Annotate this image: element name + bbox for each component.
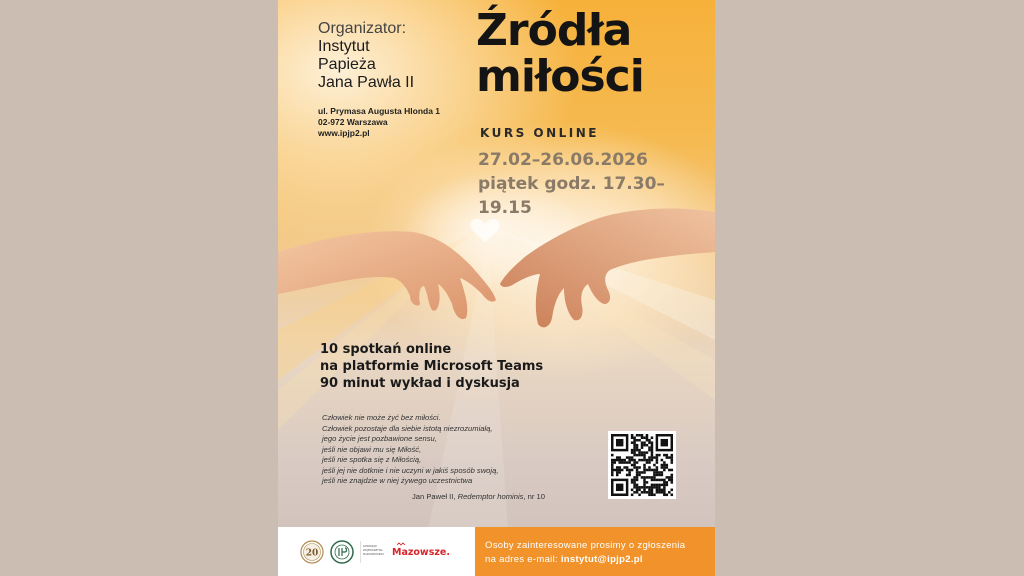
organizer-block bbox=[318, 20, 440, 139]
samorzad-logo bbox=[360, 541, 390, 563]
info-line: 90 minut wykład i dyskusja bbox=[320, 376, 520, 391]
title-line-2: miłości bbox=[476, 51, 644, 102]
address-street: ul. Prymasa Augusta Hlonda 1 bbox=[318, 106, 441, 116]
hands-image bbox=[278, 190, 715, 350]
sponsor-logos bbox=[278, 527, 475, 576]
contact-line-2-prefix: na adres e-mail: bbox=[485, 554, 561, 565]
left-hand bbox=[278, 231, 496, 319]
title-line-1: Źródła bbox=[476, 5, 632, 56]
poster bbox=[278, 0, 715, 576]
quote-line: jeśli jej nie dotknie i nie uczyni w jakiś sposób swoją, bbox=[322, 465, 499, 475]
qr-code-icon bbox=[608, 431, 676, 499]
mazowsze-logo bbox=[392, 542, 454, 562]
quote-source: Redemptor hominis bbox=[457, 492, 524, 501]
organizer-name-line: Jana Pawła II bbox=[318, 74, 415, 91]
organizer-address bbox=[318, 106, 440, 139]
info-line: 10 spotkań online bbox=[320, 342, 452, 357]
svg-text:SAMORZĄD: SAMORZĄD bbox=[363, 545, 377, 548]
organizer-name-line: Papieża bbox=[318, 56, 376, 73]
quote-ref: , nr 10 bbox=[523, 492, 545, 501]
quote-line: jeśli nie spotka się z Miłością, bbox=[322, 455, 422, 464]
qr-code[interactable] bbox=[608, 431, 676, 499]
poster-title bbox=[476, 5, 644, 102]
quote-line: Człowiek nie może żyć bez miłości. bbox=[322, 413, 441, 422]
contact-email-link[interactable]: instytut@ipjp2.pl bbox=[560, 554, 643, 565]
course-info bbox=[320, 341, 543, 392]
anniversary-20-logo bbox=[300, 540, 324, 564]
contact-line-1: Osoby zainteresowane prosimy o zgłoszenia bbox=[485, 540, 686, 551]
quote-line: jeśli nie znajdzie w niej żywego uczestnictwa bbox=[322, 476, 473, 485]
svg-text:20: 20 bbox=[305, 548, 319, 559]
svg-text:MAZOWIECKIEGO: MAZOWIECKIEGO bbox=[363, 553, 384, 556]
info-line: na platformie Microsoft Teams bbox=[320, 359, 544, 374]
contact-line-2 bbox=[485, 553, 685, 567]
course-type: KURS ONLINE bbox=[480, 126, 599, 140]
ipjp2-logo bbox=[330, 540, 354, 564]
organizer-website[interactable]: www.ipjp2.pl bbox=[318, 128, 370, 138]
course-time: piątek godz. 17.30–19.15 bbox=[478, 174, 665, 218]
contact-footer bbox=[475, 527, 715, 576]
quote-citation bbox=[412, 492, 545, 501]
svg-text:WOJEWÓDZTWA: WOJEWÓDZTWA bbox=[363, 549, 383, 552]
contact-text bbox=[485, 539, 685, 567]
quote-author: Jan Paweł II, bbox=[412, 492, 458, 501]
svg-text:Mazowsze.: Mazowsze. bbox=[392, 547, 450, 558]
quote-line: jego życie jest pozbawione sensu, bbox=[322, 434, 437, 443]
organizer-name-line: Instytut bbox=[318, 38, 370, 55]
organizer-label: Organizator: bbox=[318, 20, 407, 37]
quote-line: Człowiek pozostaje dla siebie istotą niezrozumiałą, bbox=[322, 423, 493, 433]
right-hand bbox=[500, 209, 715, 328]
address-city: 02-972 Warszawa bbox=[318, 117, 388, 127]
quote-line: jeśli nie objawi mu się Miłość, bbox=[322, 444, 422, 454]
course-dates: 27.02–26.06.2026 bbox=[478, 150, 648, 170]
quote-text bbox=[322, 413, 498, 487]
